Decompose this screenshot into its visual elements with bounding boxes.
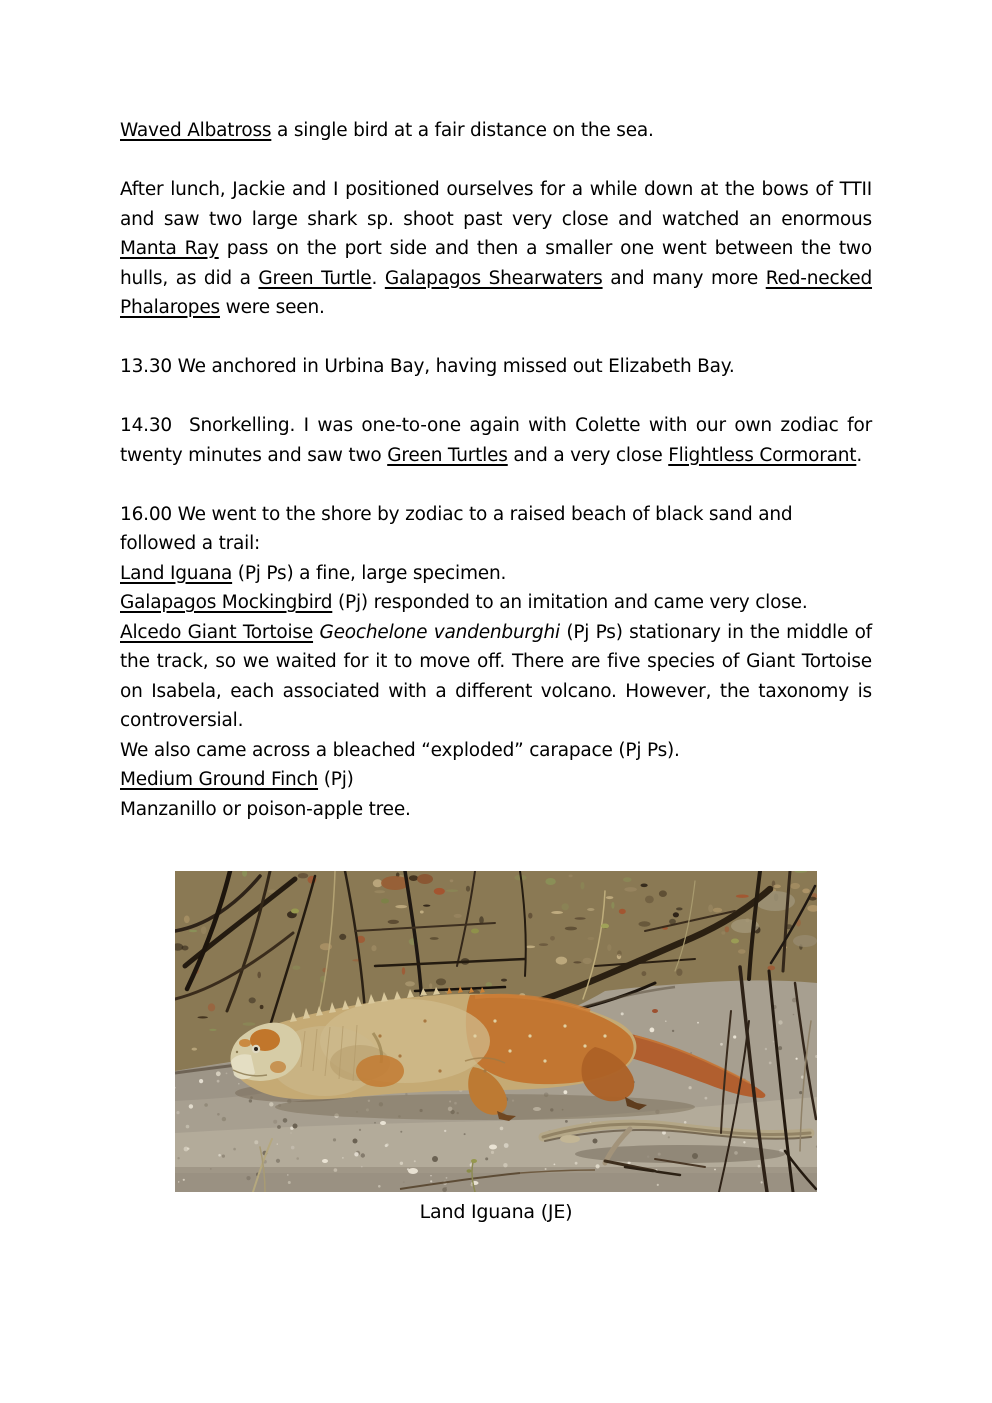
text-run: Manzanillo or poison-apple tree. — [120, 798, 411, 820]
text-run: were seen. — [219, 297, 325, 318]
species-name: Land Iguana — [120, 562, 233, 584]
text-run: (Pj) — [318, 769, 354, 790]
photo-figure — [175, 871, 817, 1223]
text-run: (Pj Ps) stationary in the middle of the track, so we waited for it to move off. There are five species of Giant Tortoise on Isabela, each associated with a different volcano. However, the taxonomy is controversial. — [120, 621, 872, 731]
paragraph — [120, 588, 872, 618]
species-name: Red-necked Phalaropes — [120, 267, 873, 318]
text-run: 13.30 We anchored in Urbina Bay, having missed out Elizabeth Bay. — [120, 356, 735, 377]
paragraph — [120, 765, 872, 795]
paragraph — [120, 116, 872, 146]
photo-caption: Land Iguana (JE) — [419, 1201, 573, 1223]
text-run: After lunch, Jackie and I positioned ourselves for a while down at the bows of TTII and saw two large shark sp. shoot past very close and watched an enormous — [120, 179, 872, 230]
species-name: Manta Ray — [120, 238, 219, 259]
species-name: Waved Albatross — [120, 120, 272, 141]
iguana-photo-svg — [175, 871, 817, 1192]
paragraph — [120, 736, 872, 766]
latin-name: Geochelone vandenburghi — [319, 621, 560, 643]
paragraph — [120, 795, 872, 825]
species-name: Alcedo Giant Tortoise — [120, 621, 314, 643]
text-run: (Pj Ps) a fine, large specimen. — [232, 562, 507, 584]
text-run: 14.30 Snorkelling. I was one-to-one again with Colette with our own zodiac for twenty minutes and saw two — [120, 415, 872, 466]
text-run: . — [856, 444, 863, 466]
paragraph — [120, 559, 872, 589]
text-run: 16.00 We went to the shore by zodiac to a raised beach of black sand and followed a trail: — [120, 503, 793, 554]
document-body — [120, 116, 872, 824]
species-name: Galapagos Mockingbird — [120, 592, 333, 613]
paragraph — [120, 175, 872, 323]
species-name: Medium Ground Finch — [120, 769, 319, 790]
text-run: (Pj) responded to an imitation and came very close. — [332, 592, 808, 613]
text-run: . — [371, 267, 385, 289]
text-run: We also came across a bleached “exploded” carapace (Pj Ps). — [120, 739, 680, 761]
paragraph — [120, 352, 872, 382]
text-run: and a very close — [507, 444, 669, 466]
text-run: a single bird at a fair distance on the sea. — [271, 120, 654, 141]
species-name: Green Turtle — [258, 267, 372, 289]
species-name: Galapagos Shearwaters — [384, 267, 603, 289]
paragraph — [120, 411, 872, 470]
paragraph — [120, 618, 872, 736]
text-run: pass on the port side and then a smaller one went between the two hulls, as did a — [120, 238, 872, 289]
text-run: and many more — [602, 267, 766, 289]
paragraph — [120, 500, 872, 559]
species-name: Flightless Cormorant — [668, 444, 857, 466]
species-name: Green Turtles — [387, 444, 508, 466]
